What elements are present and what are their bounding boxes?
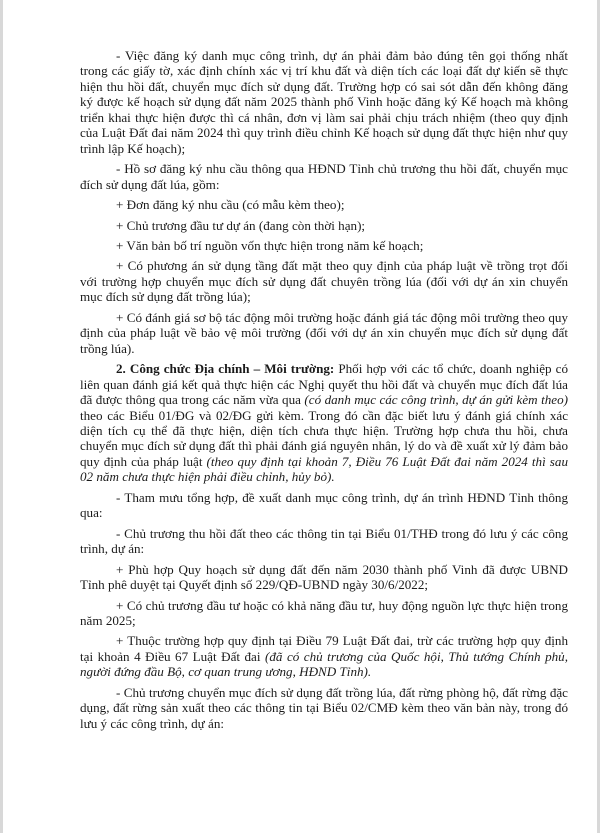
italic-note: (theo quy định tại khoản 7, Điều 76 Luật Đất đai năm 2024 thì sau 02 năm chưa thực hiện phải điều chỉnh, hủy bỏ). xyxy=(80,453,568,485)
document-body xyxy=(80,48,568,736)
paragraph xyxy=(80,48,568,156)
paragraph-text: + Có phương án sử dụng tầng đất mặt theo quy định của pháp luật về trồng trọt đối với trường hợp chuyển mục đích sử dụng đất chuyên trồng lúa (đối với dự án xin chuyển mục đích sử dụng đất trồng lúa); xyxy=(80,258,568,305)
paragraph xyxy=(80,197,568,212)
paragraph-text: Phối hợp với các tổ chức, doanh nghiệp có liên quan đánh giá kết quả thực hiện các Nghị quyết thu hồi đất và chuyển mục đích đất lúa đã được thông qua trong các năm vừa qua xyxy=(80,361,569,408)
paragraph xyxy=(80,633,568,679)
paragraph-text: + Thuộc trường hợp quy định tại Điều 79 Luật Đất đai, trừ các trường hợp quy định tại khoản 4 Điều 67 Luật Đất đai xyxy=(80,633,568,664)
paragraph xyxy=(80,598,568,629)
paragraph-text: + Có đánh giá sơ bộ tác động môi trường hoặc đánh giá tác động môi trường theo quy định của pháp luật về bảo vệ môi trường (đối với dự án xin chuyển mục đích sử dụng đất trồng lúa). xyxy=(80,309,568,356)
paragraph-text: - Chủ trương thu hồi đất theo các thông tin tại Biểu 01/THĐ trong đó lưu ý các công trình, dự án: xyxy=(80,525,568,557)
paragraph xyxy=(80,526,568,557)
paragraph xyxy=(80,238,568,253)
paragraph-text: + Có chủ trương đầu tư hoặc có khả năng đầu tư, huy động nguồn lực thực hiện trong năm 2025; xyxy=(80,597,568,628)
paragraph-text: + Văn bản bố trí nguồn vốn thực hiện trong năm kế hoạch; xyxy=(116,237,424,253)
paragraph-text: + Chủ trương đầu tư dự án (đang còn thời hạn); xyxy=(116,217,366,233)
paragraph xyxy=(80,218,568,233)
paragraph-text: + Đơn đăng ký nhu cầu (có mẫu kèm theo); xyxy=(116,197,345,213)
paragraph-text: - Việc đăng ký danh mục công trình, dự án phải đảm bảo đúng tên gọi thống nhất trong các giấy tờ, xác định chính xác vị trí khu đất và diện tích các loại đất dự kiến sẽ thực hiện thu hồi đất, chuyển mục đích sử dụng đất. Trường hợp có sai sót dẫn đến không đăng ký được kế hoạch sử dụng đất năm 2025 thành phố Vinh hoặc đăng ký Kế hoạch mà không triển khai thực hiện được thì cá nhân, đơn vị làm sai phải chịu trách nhiệm (theo quy định của Luật Đất đai năm 2024 thì quy trình điều chỉnh Kế hoạch sử dụng đất thực hiện như quy trình lập Kế hoạch); xyxy=(80,48,568,156)
paragraph xyxy=(80,310,568,356)
page-left-edge xyxy=(0,0,3,833)
paragraph-text: - Tham mưu tổng hợp, đề xuất danh mục công trình, dự án trình HĐND Tỉnh thông qua: xyxy=(80,489,568,521)
paragraph-text: - Hồ sơ đăng ký nhu cầu thông qua HĐND Tỉnh chủ trương thu hồi đất, chuyển mục đích sử dụng đất lúa, gồm: xyxy=(80,161,568,192)
paragraph xyxy=(80,258,568,304)
paragraph xyxy=(80,490,568,521)
paragraph-text: + Phù hợp Quy hoạch sử dụng đất đến năm 2030 thành phố Vinh đã được UBND Tỉnh phê duyệt tại Quyết định số 229/QĐ-UBND ngày 30/6/2022; xyxy=(80,561,568,593)
paragraph xyxy=(80,562,568,593)
paragraph xyxy=(80,161,568,192)
section-heading: 2. Công chức Địa chính – Môi trường: xyxy=(116,361,335,377)
italic-note: (đã có chủ trương của Quốc hội, Thủ tướng Chính phủ, người đứng đầu Bộ, cơ quan trung ương, HĐND Tỉnh). xyxy=(80,648,569,680)
paragraph xyxy=(80,685,568,731)
paragraph-text: theo các Biểu 01/ĐG và 02/ĐG gửi kèm. Trong đó cần đặc biết lưu ý đánh giá chính xác diện tích cụ thể đã thực hiện, diện tích chưa thực hiện. Trường hợp chưa thu hồi, chưa chuyển mục đích sử dụng đất thì phải đánh giá nguyên nhân, lý do và đề xuất xử lý đảm bảo quy định của pháp luật xyxy=(80,407,568,469)
paragraph xyxy=(80,361,568,485)
italic-note: (có danh mục các công trình, dự án gửi kèm theo) xyxy=(304,392,568,408)
paragraph-text: - Chủ trương chuyển mục đích sử dụng đất trồng lúa, đất rừng phòng hộ, đất rừng đặc dụng, đất rừng sản xuất theo các thông tin tại Biểu 02/CMĐ kèm theo văn bản này, trong đó lưu ý các công trình, dự án: xyxy=(80,684,568,731)
